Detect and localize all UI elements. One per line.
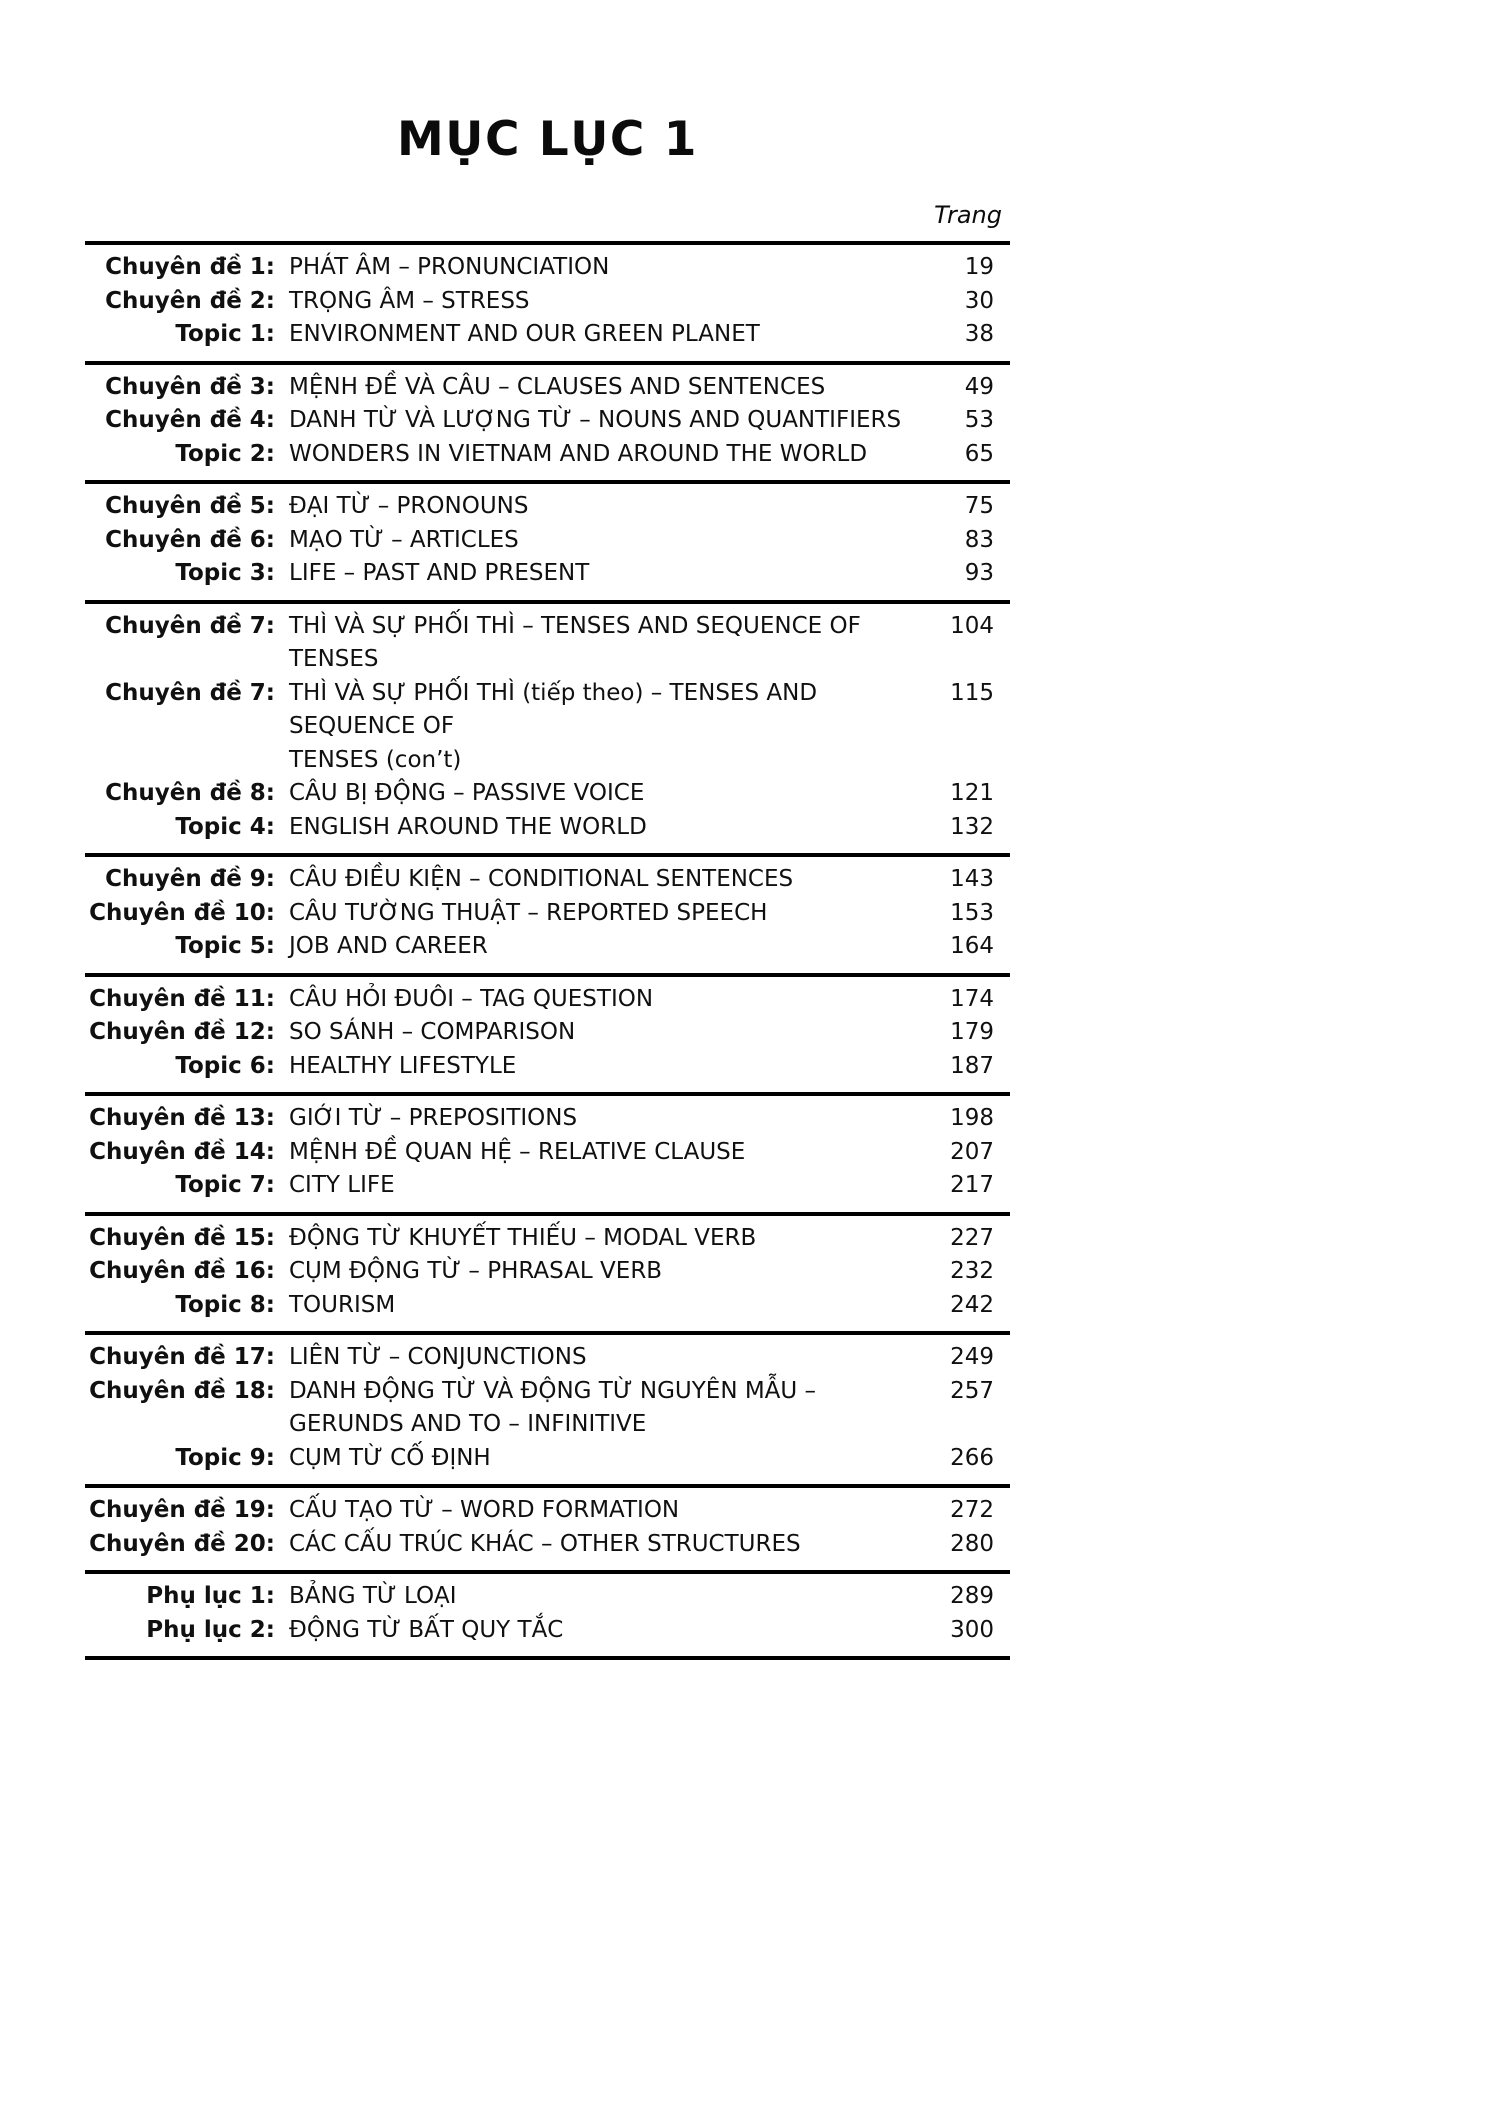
toc-row [85, 371, 1010, 405]
entry-title-line: BẢNG TỪ LOẠI [289, 1583, 457, 1609]
toc-row [85, 1050, 1010, 1084]
entry-title [289, 1614, 910, 1648]
entry-page-number: 104 [950, 612, 994, 639]
entry-title [289, 1050, 910, 1084]
toc-row [85, 1016, 1010, 1050]
toc-group [85, 1331, 1010, 1484]
entry-title-line: CITY LIFE [289, 1172, 395, 1198]
entry-title-line: CÂU TƯỜNG THUẬT – REPORTED SPEECH [289, 899, 768, 926]
entry-title-line: ENVIRONMENT AND OUR GREEN PLANET [289, 321, 760, 347]
entry-page-number: 187 [950, 1052, 994, 1079]
entry-title-line: CỤM ĐỘNG TỪ – PHRASAL VERB [289, 1258, 663, 1284]
toc-row [85, 1102, 1010, 1136]
toc-row [85, 524, 1010, 558]
entry-label: Chuyên đề 9: [105, 866, 275, 892]
entry-title [289, 1580, 910, 1614]
entry-label: Chuyên đề 6: [105, 526, 275, 553]
entry-label: Chuyên đề 12: [89, 1019, 275, 1045]
entry-label: Chuyên đề 3: [105, 373, 275, 400]
entry-page-number: 289 [950, 1583, 994, 1609]
toc-row [85, 610, 1010, 677]
entry-title-line: WONDERS IN VIETNAM AND AROUND THE WORLD [289, 440, 868, 467]
entry-title [289, 1016, 910, 1050]
entry-label: Chuyên đề 18: [89, 1377, 275, 1404]
entry-label: Topic 8: [175, 1291, 275, 1318]
entry-title-line: DANH ĐỘNG TỪ VÀ ĐỘNG TỪ NGUYÊN MẪU – [289, 1377, 817, 1404]
entry-page-number: 38 [964, 321, 994, 347]
entry-title-line: ĐẠI TỪ – PRONOUNS [289, 493, 529, 519]
entry-page-number: 174 [950, 985, 994, 1012]
entry-page-number: 132 [950, 813, 994, 840]
entry-title [289, 557, 910, 591]
entry-title-line: SO SÁNH – COMPARISON [289, 1019, 576, 1045]
toc-row [85, 1528, 1010, 1562]
entry-label: Chuyên đề 13: [89, 1105, 275, 1131]
entry-title-line: TRỌNG ÂM – STRESS [289, 287, 530, 314]
entry-title-line: MẠO TỪ – ARTICLES [289, 526, 519, 553]
entry-page-number: 266 [950, 1444, 994, 1471]
entry-label: Chuyên đề 20: [89, 1530, 275, 1557]
toc-row [85, 897, 1010, 931]
toc-group [85, 1484, 1010, 1570]
entry-label: Chuyên đề 1: [105, 254, 275, 280]
entry-label: Chuyên đề 10: [89, 899, 275, 926]
toc-row [85, 983, 1010, 1017]
toc-row [85, 1255, 1010, 1289]
entry-title-line: CÂU ĐIỀU KIỆN – CONDITIONAL SENTENCES [289, 866, 794, 892]
toc-row [85, 1289, 1010, 1323]
entry-title-line: MỆNH ĐỀ QUAN HỆ – RELATIVE CLAUSE [289, 1138, 746, 1165]
entry-title-line: LIÊN TỪ – CONJUNCTIONS [289, 1344, 587, 1370]
entry-label: Chuyên đề 11: [89, 985, 275, 1012]
toc-row [85, 1614, 1010, 1648]
entry-page-number: 232 [950, 1258, 994, 1284]
toc-row [85, 285, 1010, 319]
entry-title-line: CÂU HỎI ĐUÔI – TAG QUESTION [289, 985, 654, 1012]
entry-title-line: CỤM TỪ CỐ ĐỊNH [289, 1444, 491, 1471]
entry-page-number: 93 [964, 560, 994, 586]
entry-page-number: 19 [964, 254, 994, 280]
entry-page-number: 49 [964, 373, 994, 400]
entry-title [289, 1442, 910, 1476]
entry-page-number: 242 [950, 1291, 994, 1318]
toc-group [85, 1570, 1010, 1656]
entry-title [289, 897, 910, 931]
entry-title [289, 285, 910, 319]
toc-row [85, 811, 1010, 845]
entry-label: Chuyên đề 2: [105, 287, 275, 314]
entry-page-number: 198 [950, 1105, 994, 1131]
page-title: MỤC LỤC 1 [397, 112, 698, 167]
entry-label: Chuyên đề 19: [89, 1497, 275, 1523]
entry-page-number: 227 [950, 1224, 994, 1251]
entry-title-line: HEALTHY LIFESTYLE [289, 1052, 517, 1079]
entry-title [289, 524, 910, 558]
entry-title-line: LIFE – PAST AND PRESENT [289, 560, 590, 586]
entry-title [289, 863, 910, 897]
entry-title-line: MỆNH ĐỀ VÀ CÂU – CLAUSES AND SENTENCES [289, 373, 826, 400]
entry-page-number: 164 [950, 933, 994, 959]
toc-group [85, 973, 1010, 1093]
entry-title [289, 318, 910, 352]
entry-label: Topic 7: [175, 1172, 275, 1198]
entry-page-number: 207 [950, 1138, 994, 1165]
toc-group [85, 1092, 1010, 1212]
entry-title [289, 1375, 910, 1442]
toc-row [85, 1375, 1010, 1442]
entry-title [289, 490, 910, 524]
entry-title [289, 1289, 910, 1323]
entry-title [289, 1494, 910, 1528]
toc-row [85, 1222, 1010, 1256]
entry-label: Chuyên đề 7: [105, 612, 275, 639]
entry-label: Topic 9: [175, 1444, 275, 1471]
entry-title [289, 983, 910, 1017]
entry-title [289, 610, 910, 677]
entry-title-line: TOURISM [289, 1291, 396, 1318]
entry-page-number: 30 [964, 287, 994, 314]
toc-group [85, 1212, 1010, 1332]
toc-group [85, 241, 1010, 361]
entry-title-line: GIỚI TỪ – PREPOSITIONS [289, 1105, 578, 1131]
entry-label: Topic 3: [175, 560, 275, 586]
toc-group [85, 480, 1010, 600]
entry-page-number: 217 [950, 1172, 994, 1198]
toc-row [85, 1442, 1010, 1476]
entry-title [289, 1341, 910, 1375]
entry-page-number: 121 [950, 780, 994, 806]
entry-label: Chuyên đề 5: [105, 493, 275, 519]
entry-title [289, 930, 910, 964]
entry-page-number: 53 [964, 407, 994, 433]
entry-page-number: 75 [964, 493, 994, 519]
entry-title [289, 251, 910, 285]
toc-row [85, 1136, 1010, 1170]
entry-title [289, 1222, 910, 1256]
toc-group [85, 600, 1010, 854]
entry-title-line: DANH TỪ VÀ LƯỢNG TỪ – NOUNS AND QUANTIFIERS [289, 407, 902, 433]
entry-label: Topic 4: [175, 813, 275, 840]
entry-title-line: GERUNDS AND TO – INFINITIVE [289, 1411, 647, 1437]
entry-label: Chuyên đề 14: [89, 1138, 275, 1165]
entry-title-line: CẤU TẠO TỪ – WORD FORMATION [289, 1497, 680, 1523]
entry-title-line: CÂU BỊ ĐỘNG – PASSIVE VOICE [289, 780, 645, 806]
entry-title [289, 777, 910, 811]
entry-title [289, 438, 910, 472]
toc-table [85, 241, 1010, 1660]
toc-row [85, 1580, 1010, 1614]
toc-row [85, 404, 1010, 438]
entry-label: Phụ lục 2: [146, 1616, 275, 1643]
page-column-header: Trang [934, 201, 1002, 229]
toc-row [85, 1494, 1010, 1528]
entry-title [289, 1102, 910, 1136]
toc-row [85, 1169, 1010, 1203]
entry-label: Chuyên đề 17: [89, 1344, 275, 1370]
entry-title [289, 1528, 910, 1562]
entry-title-line: ENGLISH AROUND THE WORLD [289, 813, 647, 840]
entry-page-number: 179 [950, 1019, 994, 1045]
entry-page-number: 153 [950, 899, 994, 926]
entry-title-line: PHÁT ÂM – PRONUNCIATION [289, 254, 610, 280]
entry-label: Chuyên đề 15: [89, 1224, 275, 1251]
entry-title-line: THÌ VÀ SỰ PHỐI THÌ (tiếp theo) – TENSES AND SEQUENCE OF [289, 679, 818, 739]
entry-page-number: 272 [950, 1497, 994, 1523]
toc-row [85, 251, 1010, 285]
entry-title-line: THÌ VÀ SỰ PHỐI THÌ – TENSES AND SEQUENCE OF TENSES [289, 612, 861, 672]
toc-group [85, 853, 1010, 973]
entry-label: Topic 1: [175, 321, 275, 347]
entry-title [289, 677, 910, 778]
entry-title [289, 404, 910, 438]
toc-group [85, 361, 1010, 481]
entry-label: Topic 2: [175, 440, 275, 467]
entry-title [289, 1255, 910, 1289]
entry-title [289, 371, 910, 405]
entry-title-line: ĐỘNG TỪ KHUYẾT THIẾU – MODAL VERB [289, 1224, 757, 1251]
toc-row [85, 557, 1010, 591]
toc-row [85, 677, 1010, 778]
entry-title [289, 1136, 910, 1170]
entry-title-line: ĐỘNG TỪ BẤT QUY TẮC [289, 1616, 564, 1643]
entry-page-number: 280 [950, 1530, 994, 1557]
entry-label: Topic 5: [175, 933, 275, 959]
toc-row [85, 318, 1010, 352]
toc-row [85, 777, 1010, 811]
entry-title [289, 811, 910, 845]
entry-label: Topic 6: [175, 1052, 275, 1079]
entry-page-number: 83 [964, 526, 994, 553]
entry-title-line: CÁC CẤU TRÚC KHÁC – OTHER STRUCTURES [289, 1530, 801, 1557]
entry-page-number: 65 [964, 440, 994, 467]
entry-page-number: 143 [950, 866, 994, 892]
entry-page-number: 115 [950, 679, 994, 706]
toc-row [85, 490, 1010, 524]
entry-title [289, 1169, 910, 1203]
entry-label: Chuyên đề 16: [89, 1258, 275, 1284]
entry-title-line: TENSES (con’t) [289, 746, 462, 773]
toc-row [85, 930, 1010, 964]
entry-page-number: 300 [950, 1616, 994, 1643]
entry-label: Chuyên đề 8: [105, 780, 275, 806]
toc-row [85, 1341, 1010, 1375]
toc-row [85, 438, 1010, 472]
entry-page-number: 257 [950, 1377, 994, 1404]
entry-label: Chuyên đề 7: [105, 679, 275, 706]
entry-page-number: 249 [950, 1344, 994, 1370]
entry-label: Chuyên đề 4: [105, 407, 275, 433]
toc-row [85, 863, 1010, 897]
entry-label: Phụ lục 1: [146, 1583, 275, 1609]
entry-title-line: JOB AND CAREER [289, 933, 488, 959]
